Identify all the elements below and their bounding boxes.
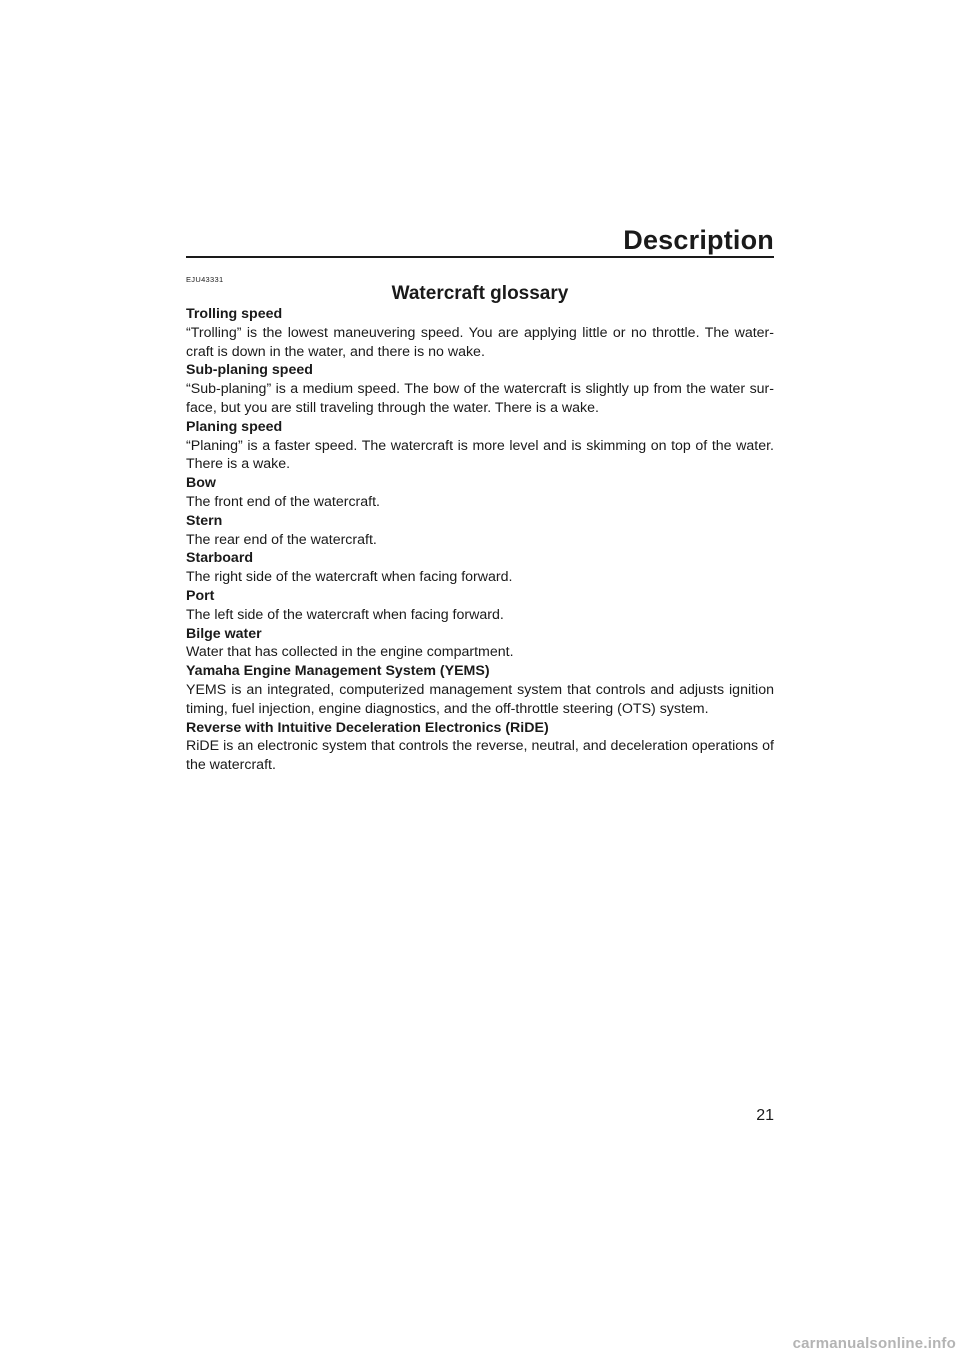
glossary-definition: The left side of the watercraft when facing forward. xyxy=(186,606,504,623)
glossary-entry-planing-speed xyxy=(186,418,774,474)
glossary-term: Bilge water xyxy=(186,625,262,642)
page-header xyxy=(186,222,774,258)
glossary-definition: The rear end of the watercraft. xyxy=(186,531,377,548)
section-title: Watercraft glossary xyxy=(391,283,569,304)
glossary-term: Yamaha Engine Management System (YEMS) xyxy=(186,663,490,680)
glossary-definition: The front end of the watercraft. xyxy=(186,493,380,510)
glossary-term: Starboard xyxy=(186,550,254,567)
glossary-entry-sub-planing-speed xyxy=(186,361,774,417)
glossary-entry-bilge-water xyxy=(186,625,774,663)
glossary-entry-port xyxy=(186,587,774,625)
glossary-term: Stern xyxy=(186,512,223,529)
glossary-term: Trolling speed xyxy=(186,306,283,322)
glossary-definition: The right side of the watercraft when facing forward. xyxy=(186,569,513,586)
glossary-entry-stern xyxy=(186,512,774,550)
page-header-title: Description xyxy=(623,225,774,255)
glossary-entry-ride xyxy=(186,719,774,775)
glossary-definition: Water that has collected in the engine compartment. xyxy=(186,644,514,661)
glossary-list xyxy=(186,305,774,775)
section-code: EJU43331 xyxy=(186,275,224,284)
glossary-definition: RiDE is an electronic system that controls the reverse, neutral, and deceleration operations of the watercraft. xyxy=(186,738,774,774)
glossary-definition: “Planing” is a faster speed. The watercraft is more level and is skimming on top of the water. There is a wake. xyxy=(186,437,774,473)
glossary-term: Planing speed xyxy=(186,418,283,435)
page-number: 21 xyxy=(756,1107,774,1124)
glossary-definition: “Sub-planing” is a medium speed. The bow of the watercraft is slightly up from the water sur- face, but you are still traveling through the water. There is a wake. xyxy=(186,381,774,416)
glossary-entry-yems xyxy=(186,662,774,718)
glossary-entry-trolling-speed xyxy=(186,305,774,361)
glossary-entry-bow xyxy=(186,474,774,512)
glossary-entry-starboard xyxy=(186,549,774,587)
glossary-term: Sub-planing speed xyxy=(186,362,313,379)
glossary-term: Reverse with Intuitive Deceleration Electronics (RiDE) xyxy=(186,719,549,736)
glossary-term: Port xyxy=(186,587,215,604)
glossary-definition: “Trolling” is the lowest maneuvering speed. You are applying little or no throttle. The water- craft is down in the water, and there is no wake. xyxy=(186,324,774,360)
watermark: carmanualsonline.info xyxy=(792,1335,956,1352)
glossary-term: Bow xyxy=(186,475,216,492)
glossary-definition: YEMS is an integrated, computerized management system that controls and adjusts ignition timing, fuel injection, engine diagnostics, and the off-throttle steering (OTS) system. xyxy=(186,681,774,717)
